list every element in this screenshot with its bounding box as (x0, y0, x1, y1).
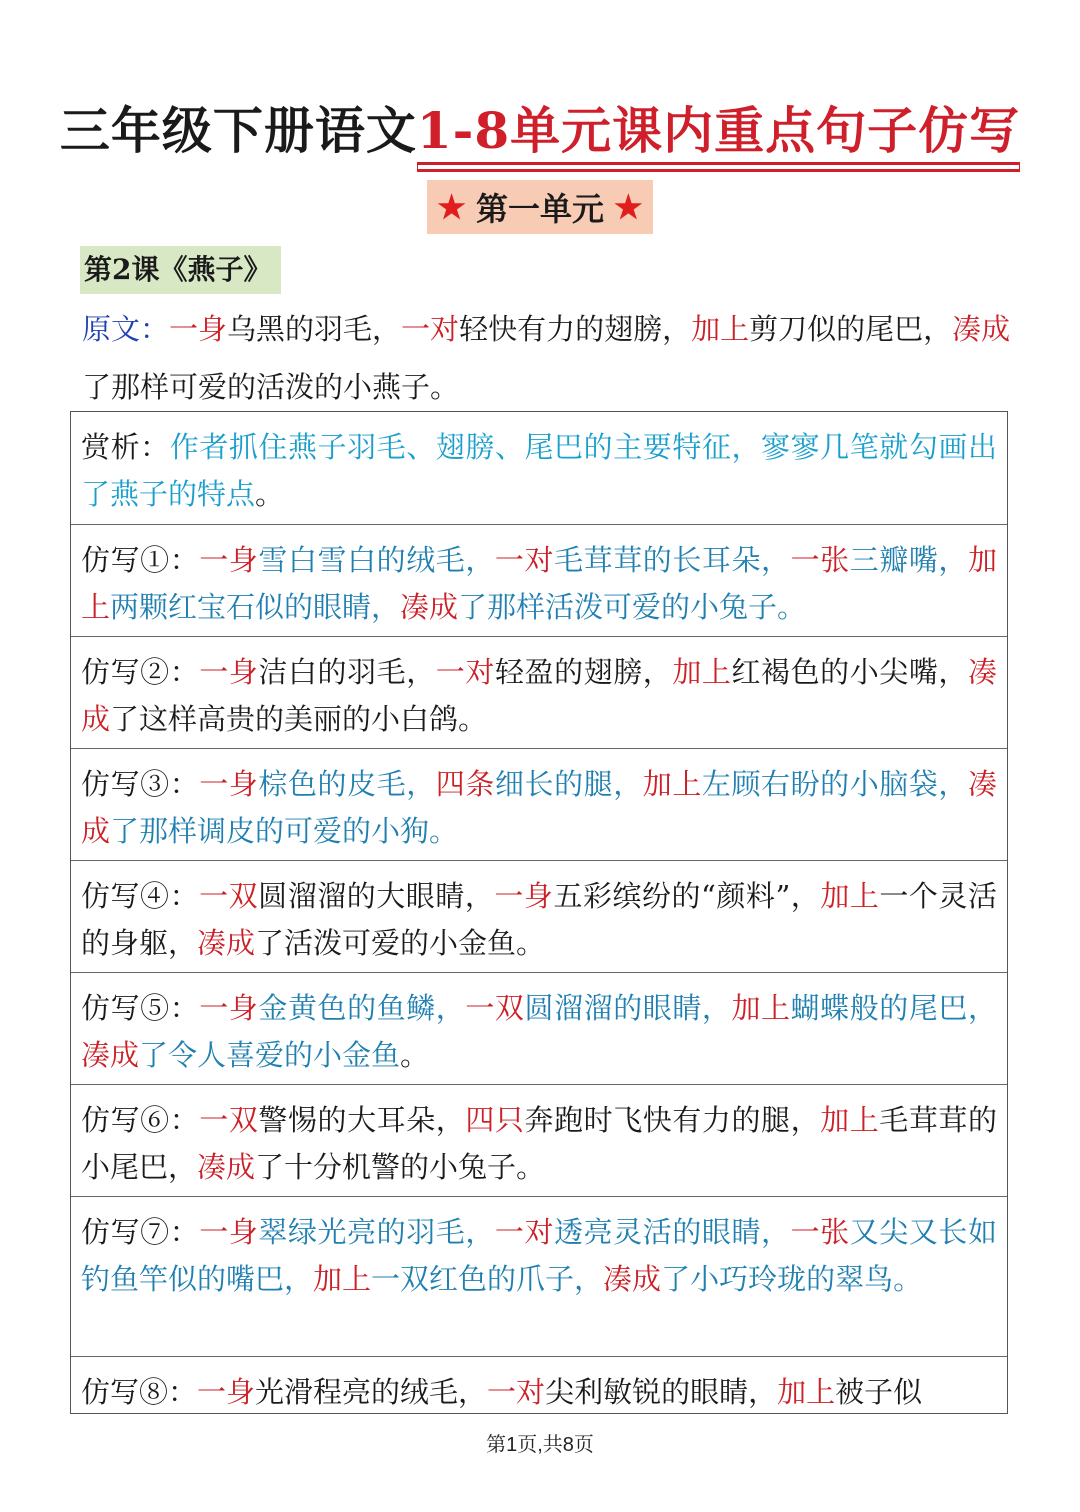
sentence-text: 洁白的羽毛， (258, 655, 436, 689)
sentence-text: 又尖又长如钓鱼竿似的嘴巴， (81, 1215, 997, 1296)
sentence-text: 左顾右盼的小脑袋， (701, 767, 968, 801)
keyword-text: 凑成 (197, 1150, 256, 1184)
sentence-text: 剪刀似的尾巴， (749, 312, 953, 346)
keyword-text: 加上 (691, 312, 750, 346)
table-row (71, 525, 1007, 637)
original-label: 原文： (82, 312, 170, 346)
keyword-text: 凑成 (81, 655, 997, 736)
sentence-text: 毛茸茸的小尾巴， (81, 1103, 997, 1184)
sentence-text: 五彩缤纷的“颜料”， (553, 879, 821, 913)
keyword-text: 一对 (494, 1215, 555, 1249)
keyword-text: 凑成 (603, 1262, 662, 1296)
keyword-text: 一身 (169, 312, 228, 346)
sentence-text: 了那样可爱的活泼的小燕子。 (82, 370, 460, 404)
sentence-text: 了这样高贵的美丽的小白鸽。 (110, 702, 488, 736)
sentence-text: 作者抓住燕子羽毛、翅膀、尾巴的主要特征，寥寥几笔就勾画出了燕子的特点 (81, 430, 997, 511)
table-row (71, 861, 1007, 973)
sentence-text: 。 (400, 1038, 430, 1072)
sentence-text: 金黄色的鱼鳞， (258, 991, 466, 1025)
sentence-text: 光滑程亮的绒毛， (255, 1375, 488, 1409)
row-label: 仿写⑥： (81, 1103, 200, 1137)
keyword-text: 加上 (820, 879, 880, 913)
keyword-text: 四只 (465, 1103, 525, 1137)
keyword-text: 一身 (197, 1375, 256, 1409)
lesson-heading: 第2课《燕子》 (80, 246, 281, 294)
row-label: 赏析： (81, 430, 170, 464)
sentence-text: 两颗红宝石似的眼睛， (110, 590, 401, 624)
keyword-text: 加上 (731, 991, 791, 1025)
sentence-text: 尖利敏锐的眼睛， (545, 1375, 778, 1409)
keyword-text: 加上 (81, 543, 997, 624)
keyword-text: 凑成 (197, 926, 256, 960)
keyword-text: 一身 (494, 879, 554, 913)
sentence-text: 红褐色的小尖嘴， (731, 655, 968, 689)
sentence-text: 了小巧玲珑的翠鸟。 (661, 1262, 923, 1296)
original-sentence (82, 312, 1010, 404)
sentence-text: 细长的腿， (494, 767, 643, 801)
sentence-text: 翠绿光亮的羽毛， (258, 1215, 495, 1249)
sentence-text: 乌黑的羽毛， (227, 312, 402, 346)
sentence-text: 被子似 (835, 1375, 923, 1409)
row-label: 仿写②： (81, 655, 200, 689)
keyword-text: 四条 (435, 767, 495, 801)
sentence-text: 透亮灵活的眼睛， (554, 1215, 791, 1249)
sentence-text: 了那样调皮的可爱的小狗。 (110, 814, 459, 848)
sentence-text: 三瓣嘴， (849, 543, 968, 577)
sentence-text: 了令人喜爱的小金鱼 (139, 1038, 401, 1072)
page-footer: 第1页,共8页 (486, 1434, 594, 1456)
table-row (71, 1357, 1007, 1414)
keyword-text: 加上 (777, 1375, 836, 1409)
sentence-text: 轻快有力的翅膀， (459, 312, 692, 346)
star-icon: ★ (614, 188, 643, 226)
sentence-text: 雪白雪白的绒毛， (258, 543, 495, 577)
sentence-text: 蝴蝶般的尾巴， (790, 991, 997, 1025)
unit-label: 第一单元 (475, 190, 604, 228)
row-label: 仿写⑧： (81, 1375, 198, 1409)
star-icon: ★ (437, 188, 466, 226)
keyword-text: 加上 (642, 767, 702, 801)
keyword-text: 一身 (199, 1215, 259, 1249)
sentence-table (70, 411, 1008, 1414)
title-topic: 1-8单元课内重点句子仿写 (417, 101, 1020, 165)
sentence-text: 圆溜溜的眼睛， (524, 991, 732, 1025)
table-row (71, 973, 1007, 1085)
row-label: 仿写①： (81, 543, 200, 577)
sentence-text: 毛茸茸的长耳朵， (554, 543, 791, 577)
keyword-text: 一张 (790, 1215, 850, 1249)
unit-banner (427, 180, 653, 234)
keyword-text: 一双 (199, 1103, 259, 1137)
keyword-text: 凑成 (81, 767, 997, 848)
sentence-text: 棕色的皮毛， (258, 767, 436, 801)
sentence-text: 圆溜溜的大眼睛， (258, 879, 495, 913)
keyword-text: 一身 (199, 543, 259, 577)
sentence-text: 。 (255, 477, 285, 511)
table-row (71, 1085, 1007, 1197)
keyword-text: 一张 (790, 543, 850, 577)
keyword-text: 一对 (494, 543, 555, 577)
keyword-text: 一身 (199, 655, 259, 689)
sentence-text: 轻盈的翅膀， (494, 655, 673, 689)
table-row (71, 637, 1007, 749)
table-row (71, 1197, 1007, 1357)
keyword-text: 一对 (401, 312, 460, 346)
row-label: 仿写④： (81, 879, 200, 913)
row-label: 仿写⑦： (81, 1215, 200, 1249)
title-grade: 三年级下册语文 (59, 101, 417, 160)
table-rows (71, 412, 1007, 1414)
keyword-text: 加上 (313, 1262, 372, 1296)
table-row (71, 412, 1007, 525)
original-text (82, 300, 1012, 416)
row-label: 仿写③： (81, 767, 200, 801)
sentence-text: 警惕的大耳朵， (258, 1103, 466, 1137)
keyword-text: 加上 (672, 655, 732, 689)
keyword-text: 一双 (199, 879, 259, 913)
sentence-text: 了活泼可爱的小金鱼。 (255, 926, 546, 960)
row-label: 仿写⑤： (81, 991, 200, 1025)
keyword-text: 一对 (487, 1375, 546, 1409)
keyword-text: 一身 (199, 767, 259, 801)
sentence-text: 了十分机警的小兔子。 (255, 1150, 546, 1184)
keyword-text: 一对 (435, 655, 495, 689)
keyword-text: 凑成 (952, 312, 1011, 346)
table-row (71, 749, 1007, 861)
keyword-text: 一双 (465, 991, 525, 1025)
sentence-text: 奔跑时飞快有力的腿， (524, 1103, 821, 1137)
keyword-text: 凑成 (400, 590, 459, 624)
page-title (0, 96, 1080, 166)
keyword-text: 凑成 (81, 1038, 140, 1072)
keyword-text: 一身 (199, 991, 259, 1025)
sentence-text: 一个灵活的身躯， (81, 879, 997, 960)
keyword-text: 加上 (820, 1103, 880, 1137)
sentence-text: 一双红色的爪子， (371, 1262, 604, 1296)
sentence-text: 了那样活泼可爱的小兔子。 (458, 590, 807, 624)
